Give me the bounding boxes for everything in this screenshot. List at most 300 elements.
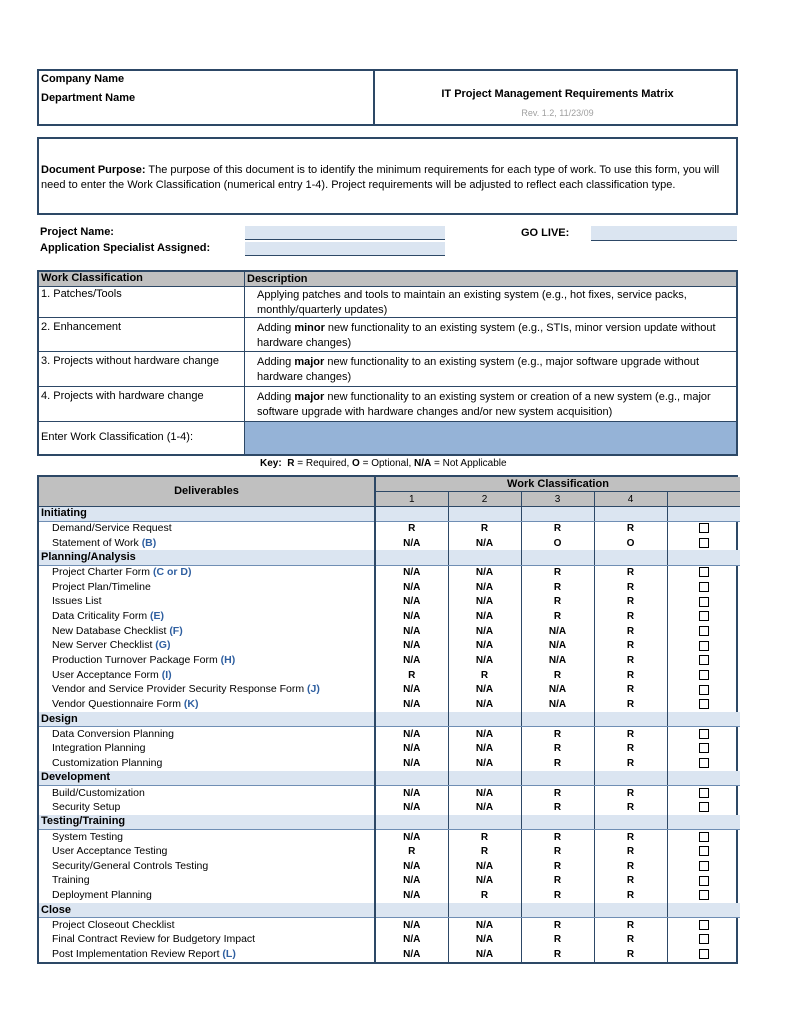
requirement-value: N/A — [448, 859, 521, 874]
section-name: Close — [39, 903, 375, 918]
requirement-value: R — [521, 800, 594, 815]
checkbox-cell — [667, 727, 740, 742]
requirement-value: R — [594, 844, 667, 859]
section-row — [39, 506, 740, 521]
wc-row — [39, 352, 736, 387]
requirement-value: R — [594, 580, 667, 595]
completion-checkbox[interactable] — [699, 758, 709, 768]
deliverable-row — [39, 830, 740, 845]
completion-checkbox[interactable] — [699, 890, 709, 900]
section-cell — [521, 550, 594, 565]
requirement-value: N/A — [375, 947, 448, 962]
section-cell — [375, 550, 448, 565]
checkbox-cell — [667, 800, 740, 815]
checkbox-cell — [667, 624, 740, 639]
wc-entry-field[interactable] — [245, 422, 736, 454]
requirement-value: R — [594, 624, 667, 639]
requirement-value: N/A — [448, 609, 521, 624]
deliverable-cell — [39, 727, 375, 742]
completion-checkbox[interactable] — [699, 567, 709, 577]
requirement-value: R — [521, 580, 594, 595]
completion-checkbox[interactable] — [699, 788, 709, 798]
requirement-value: R — [375, 521, 448, 536]
requirement-value: N/A — [448, 727, 521, 742]
deliverable-name: Production Turnover Package Form — [52, 654, 218, 667]
requirement-value: R — [521, 874, 594, 889]
checkbox-cell — [667, 874, 740, 889]
section-cell — [375, 903, 448, 918]
checkbox-cell — [667, 859, 740, 874]
completion-checkbox[interactable] — [699, 876, 709, 886]
section-cell — [594, 506, 667, 521]
requirement-value: R — [594, 932, 667, 947]
deliverable-cell — [39, 756, 375, 771]
deliverable-cell — [39, 918, 375, 933]
requirement-value: R — [448, 521, 521, 536]
section-cell — [667, 506, 740, 521]
requirement-value: R — [594, 609, 667, 624]
completion-checkbox[interactable] — [699, 611, 709, 621]
form-letter: (L) — [222, 947, 236, 960]
requirement-value: R — [594, 741, 667, 756]
requirement-value: R — [521, 918, 594, 933]
requirement-value: R — [594, 639, 667, 654]
deliverable-cell — [39, 653, 375, 668]
section-cell — [594, 815, 667, 830]
deliverable-name: User Acceptance Testing — [52, 845, 168, 858]
section-cell — [521, 506, 594, 521]
deliverable-row — [39, 697, 740, 712]
requirement-value: R — [594, 565, 667, 580]
deliverable-name: New Server Checklist — [52, 639, 153, 652]
requirement-value: N/A — [448, 683, 521, 698]
deliverable-cell — [39, 800, 375, 815]
section-cell — [521, 771, 594, 786]
completion-checkbox[interactable] — [699, 597, 709, 607]
requirement-value: R — [594, 653, 667, 668]
requirement-value: N/A — [448, 932, 521, 947]
form-letter: (G) — [155, 639, 171, 652]
deliverable-name: Project Closeout Checklist — [52, 918, 175, 931]
requirement-value: R — [594, 859, 667, 874]
deliverable-name: Vendor Questionnaire Form — [52, 698, 181, 711]
deliverable-row — [39, 727, 740, 742]
requirement-value: R — [521, 609, 594, 624]
deliverable-name: New Database Checklist — [52, 624, 167, 637]
deliverable-row — [39, 565, 740, 580]
deliverable-cell — [39, 565, 375, 580]
requirement-value: N/A — [448, 565, 521, 580]
completion-checkbox[interactable] — [699, 685, 709, 695]
purpose-text — [41, 163, 728, 192]
requirement-value: N/A — [375, 785, 448, 800]
section-cell — [375, 506, 448, 521]
requirement-value: N/A — [375, 565, 448, 580]
checkbox-cell — [667, 697, 740, 712]
checkbox-cell — [667, 830, 740, 845]
deliverable-row — [39, 785, 740, 800]
requirement-value: R — [448, 668, 521, 683]
section-cell — [521, 903, 594, 918]
form-letter: (K) — [183, 698, 199, 711]
requirement-value: R — [375, 844, 448, 859]
requirement-value: N/A — [375, 859, 448, 874]
requirement-value: O — [521, 536, 594, 551]
document-title: IT Project Management Requirements Matrix — [441, 88, 674, 100]
section-cell — [667, 712, 740, 727]
section-cell — [375, 712, 448, 727]
requirement-value: N/A — [521, 653, 594, 668]
requirement-value: R — [594, 683, 667, 698]
deliverable-name: Security/General Controls Testing — [52, 859, 209, 872]
requirement-value: N/A — [375, 697, 448, 712]
table-bottom-border — [37, 962, 738, 964]
requirement-value: N/A — [375, 536, 448, 551]
completion-checkbox[interactable] — [699, 920, 709, 930]
wc-row-name: 1. Patches/Tools — [39, 287, 245, 317]
requirement-value: R — [521, 888, 594, 903]
deliverable-cell — [39, 697, 375, 712]
section-name: Planning/Analysis — [39, 550, 375, 565]
form-letter: (I) — [161, 668, 172, 681]
wc-entry-label: Enter Work Classification (1-4): — [39, 422, 245, 454]
completion-checkbox[interactable] — [699, 934, 709, 944]
checkbox-cell — [667, 521, 740, 536]
specialist-label: Application Specialist Assigned: — [40, 242, 211, 254]
completion-checkbox[interactable] — [699, 832, 709, 842]
deliverable-cell — [39, 609, 375, 624]
section-cell — [594, 550, 667, 565]
deliverable-row — [39, 624, 740, 639]
deliverable-cell — [39, 521, 375, 536]
requirement-value: R — [521, 830, 594, 845]
deliverable-cell — [39, 668, 375, 683]
requirement-value: N/A — [375, 918, 448, 933]
requirement-value: R — [521, 565, 594, 580]
completion-checkbox[interactable] — [699, 641, 709, 651]
requirement-value: O — [594, 536, 667, 551]
section-cell — [448, 506, 521, 521]
deliverable-cell — [39, 595, 375, 610]
requirement-value: R — [594, 800, 667, 815]
checkbox-cell — [667, 932, 740, 947]
deliverable-cell — [39, 932, 375, 947]
requirement-value: N/A — [375, 932, 448, 947]
section-cell — [521, 712, 594, 727]
section-cell — [448, 550, 521, 565]
deliverable-row — [39, 844, 740, 859]
checkbox-cell — [667, 639, 740, 654]
document-header — [37, 69, 738, 126]
section-cell — [448, 815, 521, 830]
form-letter: (B) — [141, 536, 157, 549]
completion-checkbox[interactable] — [699, 861, 709, 871]
completion-checkbox[interactable] — [699, 743, 709, 753]
wc-row-description: Adding major new functionality to an existing system or creation of a new system (e.g., major software upgrade with hardware changes and/or new system acquisition) — [257, 391, 711, 418]
deliverable-cell — [39, 785, 375, 800]
section-row — [39, 771, 740, 786]
requirement-value: N/A — [375, 727, 448, 742]
header-left-cell — [39, 71, 375, 124]
deliverable-row — [39, 888, 740, 903]
deliverables-table — [37, 475, 738, 962]
project-name-label: Project Name: — [40, 226, 114, 238]
requirement-value: N/A — [448, 595, 521, 610]
requirement-value: R — [594, 874, 667, 889]
wc-column-header: 4 — [594, 492, 667, 507]
requirement-value: R — [594, 727, 667, 742]
completion-checkbox[interactable] — [699, 655, 709, 665]
document-revision: Rev. 1.2, 11/23/09 — [521, 108, 594, 118]
requirement-value: R — [521, 859, 594, 874]
requirement-value: R — [594, 888, 667, 903]
completion-checkbox[interactable] — [699, 626, 709, 636]
work-classification-header: Work Classification — [375, 477, 740, 492]
checkbox-cell — [667, 785, 740, 800]
deliverable-name: Deployment Planning — [52, 889, 152, 902]
requirement-value: R — [521, 947, 594, 962]
checkbox-cell — [667, 888, 740, 903]
work-classification-table — [37, 270, 738, 456]
completion-checkbox[interactable] — [699, 802, 709, 812]
wc-header-classification: Work Classification — [39, 272, 245, 286]
requirement-value: N/A — [448, 756, 521, 771]
wc-row — [39, 318, 736, 352]
deliverable-name: Customization Planning — [52, 756, 163, 769]
deliverable-name: Issues List — [52, 595, 102, 608]
deliverable-row — [39, 639, 740, 654]
deliverable-cell — [39, 888, 375, 903]
deliverable-row — [39, 756, 740, 771]
wc-column-header: 3 — [521, 492, 594, 507]
deliverable-name: Statement of Work — [52, 536, 139, 549]
requirement-value: R — [521, 741, 594, 756]
requirement-value: N/A — [448, 624, 521, 639]
requirement-value: N/A — [375, 639, 448, 654]
requirement-value: R — [594, 697, 667, 712]
section-name: Testing/Training — [39, 815, 375, 830]
requirement-value: R — [594, 947, 667, 962]
section-cell — [667, 903, 740, 918]
section-name: Initiating — [39, 506, 375, 521]
section-cell — [448, 903, 521, 918]
wc-entry-row — [39, 422, 736, 454]
form-letter: (E) — [150, 610, 165, 623]
deliverable-cell — [39, 830, 375, 845]
section-name: Development — [39, 771, 375, 786]
requirement-value: N/A — [375, 800, 448, 815]
form-letter: (C or D) — [152, 566, 192, 579]
requirement-value: N/A — [448, 536, 521, 551]
requirement-value: R — [521, 668, 594, 683]
section-row — [39, 903, 740, 918]
requirement-value: N/A — [375, 595, 448, 610]
section-row — [39, 815, 740, 830]
deliverable-row — [39, 595, 740, 610]
wc-column-header: 1 — [375, 492, 448, 507]
deliverable-name: Data Conversion Planning — [52, 727, 174, 740]
deliverable-row — [39, 653, 740, 668]
requirement-value: N/A — [521, 639, 594, 654]
checkbox-cell — [667, 947, 740, 962]
deliverable-name: Training — [52, 874, 90, 887]
deliverable-name: Demand/Service Request — [52, 522, 172, 535]
purpose-label: Document Purpose: — [41, 164, 146, 176]
deliverable-row — [39, 932, 740, 947]
section-cell — [521, 815, 594, 830]
requirement-value: N/A — [375, 874, 448, 889]
requirement-value: R — [594, 830, 667, 845]
requirement-value: R — [521, 595, 594, 610]
section-cell — [667, 771, 740, 786]
deliverable-name: Data Criticality Form — [52, 610, 148, 623]
requirement-value: N/A — [448, 918, 521, 933]
deliverable-name: Post Implementation Review Report — [52, 947, 220, 960]
requirement-value: N/A — [521, 683, 594, 698]
requirement-value: N/A — [448, 697, 521, 712]
deliverable-cell — [39, 683, 375, 698]
section-cell — [594, 903, 667, 918]
go-live-label: GO LIVE: — [521, 227, 570, 239]
purpose-body: The purpose of this document is to identify the minimum requirements for each type of work. To use this form, you will need to enter the Work Classification (numerical entry 1-4). Project requirements will be adjusted to reflect each classification type. — [41, 164, 720, 191]
checkbox-cell — [667, 536, 740, 551]
company-name: Company Name — [41, 73, 125, 85]
deliverable-name: Security Setup — [52, 800, 121, 813]
deliverables-header: Deliverables — [39, 477, 375, 506]
deliverable-name: Final Contract Review for Budgetory Impact — [52, 933, 256, 946]
purpose-box — [37, 137, 738, 215]
completion-checkbox[interactable] — [699, 846, 709, 856]
completion-checkbox[interactable] — [699, 949, 709, 959]
deliverable-row — [39, 859, 740, 874]
requirement-value: R — [521, 932, 594, 947]
checkbox-cell — [667, 844, 740, 859]
requirement-value: N/A — [375, 683, 448, 698]
wc-row-name: 3. Projects without hardware change — [39, 352, 245, 386]
requirement-value: R — [594, 668, 667, 683]
checkbox-column-header — [667, 492, 740, 507]
section-cell — [594, 771, 667, 786]
requirement-value: N/A — [448, 653, 521, 668]
requirement-value: N/A — [375, 580, 448, 595]
section-name: Design — [39, 712, 375, 727]
requirement-value: R — [521, 756, 594, 771]
wc-row-name: 4. Projects with hardware change — [39, 387, 245, 421]
checkbox-cell — [667, 918, 740, 933]
completion-checkbox[interactable] — [699, 582, 709, 592]
wc-row — [39, 287, 736, 318]
requirement-value: N/A — [521, 624, 594, 639]
wc-row-name: 2. Enhancement — [39, 318, 245, 351]
project-name-field[interactable] — [245, 226, 445, 240]
deliverable-row — [39, 874, 740, 889]
requirement-value: R — [375, 668, 448, 683]
requirement-value: N/A — [448, 741, 521, 756]
form-letter: (J) — [307, 683, 320, 696]
deliverable-cell — [39, 624, 375, 639]
section-cell — [375, 815, 448, 830]
requirement-value: R — [594, 756, 667, 771]
requirement-value: N/A — [375, 756, 448, 771]
checkbox-cell — [667, 741, 740, 756]
requirement-value: N/A — [448, 947, 521, 962]
section-cell — [448, 771, 521, 786]
deliverable-cell — [39, 859, 375, 874]
completion-checkbox[interactable] — [699, 670, 709, 680]
deliverable-name: Project Charter Form — [52, 566, 151, 579]
wc-row-description: Adding major new functionality to an existing system (e.g., major software upgrade without hardware changes) — [257, 356, 700, 383]
requirement-value: R — [448, 888, 521, 903]
checkbox-cell — [667, 756, 740, 771]
deliverable-cell — [39, 741, 375, 756]
go-live-field[interactable] — [591, 226, 737, 241]
section-cell — [375, 771, 448, 786]
requirement-value: N/A — [375, 624, 448, 639]
completion-checkbox[interactable] — [699, 699, 709, 709]
specialist-field[interactable] — [245, 242, 445, 256]
deliverable-name: Project Plan/Timeline — [52, 580, 151, 593]
wc-row-description: Adding minor new functionality to an existing system (e.g., STIs, minor version update without hardware changes) — [257, 322, 716, 349]
deliverable-row — [39, 668, 740, 683]
deliverable-cell — [39, 536, 375, 551]
deliverable-name: Vendor and Service Provider Security Response Form — [52, 683, 305, 696]
requirement-value: R — [594, 521, 667, 536]
deliverable-cell — [39, 874, 375, 889]
requirement-value: R — [448, 844, 521, 859]
deliverable-name: User Acceptance Form — [52, 668, 159, 681]
deliverable-cell — [39, 580, 375, 595]
checkbox-cell — [667, 653, 740, 668]
wc-column-header: 2 — [448, 492, 521, 507]
completion-checkbox[interactable] — [699, 538, 709, 548]
section-cell — [667, 550, 740, 565]
requirement-value: R — [521, 844, 594, 859]
checkbox-cell — [667, 565, 740, 580]
requirement-value: N/A — [448, 874, 521, 889]
deliverable-row — [39, 609, 740, 624]
deliverable-cell — [39, 639, 375, 654]
wc-row-description: Applying patches and tools to maintain an existing system (e.g., hot fixes, service packs, monthly/quarterly updates) — [257, 289, 687, 316]
deliverable-name: Build/Customization — [52, 786, 145, 799]
wc-header-row — [39, 272, 736, 287]
section-row — [39, 712, 740, 727]
requirement-value: N/A — [375, 741, 448, 756]
deliverable-row — [39, 918, 740, 933]
section-row — [39, 550, 740, 565]
completion-checkbox[interactable] — [699, 729, 709, 739]
requirement-value: N/A — [448, 785, 521, 800]
requirement-value: R — [594, 918, 667, 933]
requirement-value: R — [594, 785, 667, 800]
completion-checkbox[interactable] — [699, 523, 709, 533]
deliverable-row — [39, 947, 740, 962]
form-letter: (F) — [169, 624, 183, 637]
section-cell — [667, 815, 740, 830]
checkbox-cell — [667, 595, 740, 610]
deliverable-row — [39, 741, 740, 756]
wc-row — [39, 387, 736, 422]
deliverable-row — [39, 800, 740, 815]
department-name: Department Name — [41, 92, 136, 104]
requirement-value: R — [448, 830, 521, 845]
requirement-value: R — [521, 521, 594, 536]
deliverable-row — [39, 521, 740, 536]
requirement-value: R — [594, 595, 667, 610]
requirement-value: N/A — [448, 639, 521, 654]
checkbox-cell — [667, 580, 740, 595]
section-cell — [448, 712, 521, 727]
deliverable-name: Integration Planning — [52, 742, 146, 755]
